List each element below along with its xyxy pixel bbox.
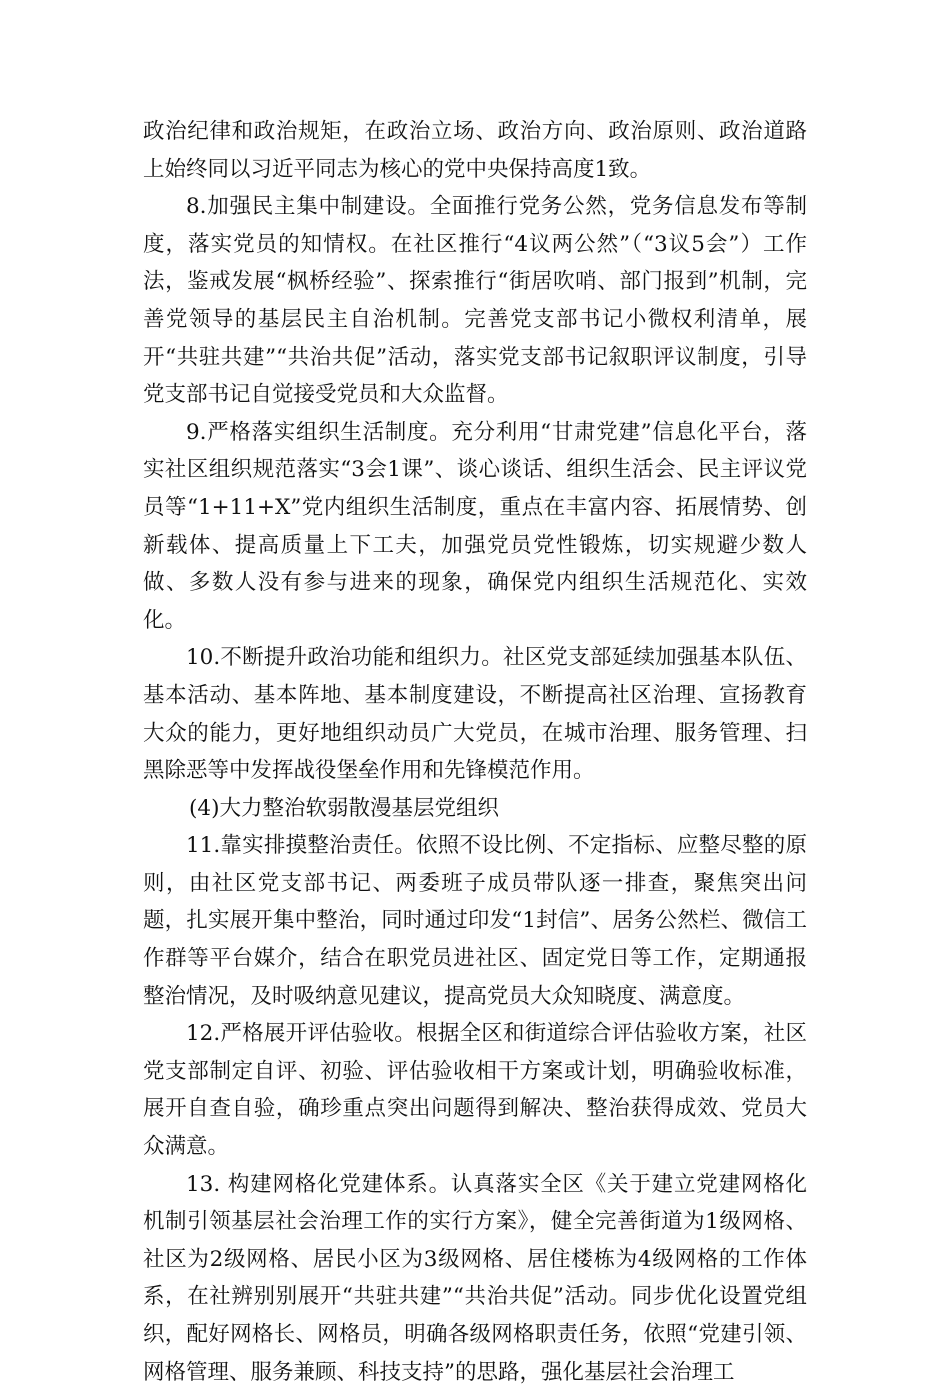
paragraph-item-13: 13. 构建网格化党建体系。认真落实全区《关于建立党建网格化机制引领基层社会治理工作的实行方案》，健全完善街道为1级网格、社区为2级网格、居民小区为3级网格、居住楼栋为4级网格的工作体系，在社辨别别展开“共驻共建”“共治共促”活动。同步优化设置党组织，配好网格长、网格员，明确各级网格职责任务，依照“党建引领、网格管理、服务兼顾、科技支持”的思路，强化基层社会治理工 [143,1171,807,1385]
paragraph-item-8: 8.加强民主集中制建设。全面推行党务公然，党务信息发布等制度，落实党员的知情权。在社区推行“4议两公然”（“3议5会”）工作法，鉴戒发展“枫桥经验”、探索推行“街居吹哨、部门报到”机制，完善党领导的基层民主自治机制。完善党支部书记小微权利清单，展开“共驻共建”“共治共促”活动，落实党支部书记叙职评议制度，引导党支部书记自觉接受党员和大众监督。 [143,194,807,408]
paragraph-item-12: 12.严格展开评估验收。根据全区和街道综合评估验收方案，社区党支部制定自评、初验、评估验收相干方案或计划，明确验收标准，展开自查自验，确珍重点突出问题得到解决、整治获得成效、党员大众满意。 [143,1021,807,1160]
paragraph-continuation: 政治纪律和政治规矩，在政治立场、政治方向、政治原则、政治道路上始终同以习近平同志为核心的党中央保持高度1致。 [143,119,807,182]
section-heading-4: (4)大力整治软弱散漫基层党组织 [189,795,499,821]
document-body [143,113,807,1391]
paragraph-item-10: 10.不断提升政治功能和组织力。社区党支部延续加强基本队伍、基本活动、基本阵地、基本制度建设，不断提高社区治理、宣扬教育大众的能力，更好地组织动员广大党员，在城市治理、服务管理、扫黑除恶等中发挥战役堡垒作用和先锋模范作用。 [143,645,807,784]
paragraph-item-9: 9.严格落实组织生活制度。充分利用“甘肃党建”信息化平台，落实社区组织规范落实“3会1课”、谈心谈话、组织生活会、民主评议党员等“1+11+X”党内组织生活制度，重点在丰富内容、拓展情势、创新载体、提高质量上下工夫，加强党员党性锻炼，切实规避少数人做、多数人没有参与进来的现象，确保党内组织生活规范化、实效化。 [143,419,807,633]
paragraph-item-11: 11.靠实排摸整治责任。依照不设比例、不定指标、应整尽整的原则，由社区党支部书记、两委班子成员带队逐一排查，聚焦突出问题，扎实展开集中整治，同时通过印发“1封信”、居务公然栏、微信工作群等平台媒介，结合在职党员进社区、固定党日等工作，定期通报整治情况，及时吸纳意见建议，提高党员大众知晓度、满意度。 [143,833,807,1009]
